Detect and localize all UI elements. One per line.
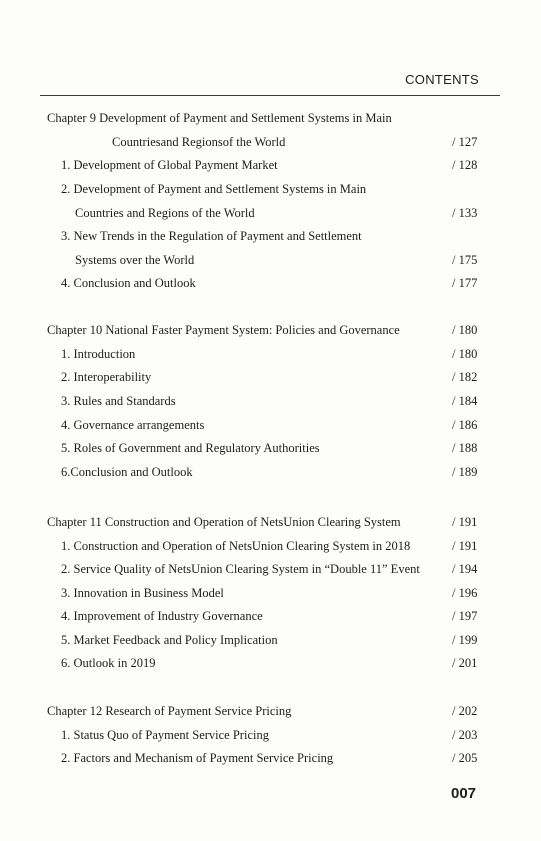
page-number: 007	[451, 785, 477, 802]
toc-entry: 3. New Trends in the Regulation of Payment and Settlement	[61, 229, 362, 243]
toc-entry-cont: Countries and Regions of the World	[75, 206, 255, 220]
toc-entry-page: / 180	[452, 347, 478, 361]
toc-entry-page: / 186	[452, 418, 478, 432]
toc-entry-page: / 196	[452, 586, 478, 600]
chapter-12-heading: Chapter 12 Research of Payment Service Pricing	[47, 704, 292, 718]
toc-entry: 5. Roles of Government and Regulatory Authorities	[61, 441, 320, 455]
toc-entry: 1. Construction and Operation of NetsUnion Clearing System in 2018	[61, 539, 411, 553]
toc-entry-page: / 182	[452, 370, 478, 384]
chapter-10-page: / 180	[452, 323, 478, 337]
toc-entry: 4. Conclusion and Outlook	[61, 276, 196, 290]
toc-entry: 4. Governance arrangements	[61, 418, 205, 432]
toc-entry-page: / 197	[452, 609, 478, 623]
running-header: CONTENTS	[405, 72, 479, 87]
toc-entry-page: / 184	[452, 394, 478, 408]
toc-entry: 2. Factors and Mechanism of Payment Service Pricing	[61, 751, 334, 765]
toc-entry-page: / 194	[452, 562, 478, 576]
toc-entry: 1. Development of Global Payment Market	[61, 158, 278, 172]
header-rule	[40, 95, 500, 96]
toc-entry-page: / 189	[452, 465, 478, 479]
toc-entry-page: / 191	[452, 539, 478, 553]
toc-entry: 6. Outlook in 2019	[61, 656, 156, 670]
toc-entry-page: / 203	[452, 728, 478, 742]
toc-entry-page: / 201	[452, 656, 478, 670]
toc-entry-page: / 205	[452, 751, 478, 765]
chapter-9-heading-cont: Countriesand Regionsof the World	[112, 135, 286, 149]
toc-entry: 2. Development of Payment and Settlement Systems in Main	[61, 182, 367, 196]
chapter-11-page: / 191	[452, 515, 478, 529]
chapter-12-page: / 202	[452, 704, 478, 718]
toc-entry-page: / 177	[452, 276, 478, 290]
toc-entry-page: / 175	[452, 253, 478, 267]
toc-entry-cont: Systems over the World	[75, 253, 195, 267]
toc-entry: 2. Interoperability	[61, 370, 152, 384]
toc-entry: 5. Market Feedback and Policy Implication	[61, 633, 278, 647]
toc-entry: 1. Status Quo of Payment Service Pricing	[61, 728, 269, 742]
toc-entry: 6.Conclusion and Outlook	[61, 465, 193, 479]
chapter-10-heading: Chapter 10 National Faster Payment System: Policies and Governance	[47, 323, 400, 337]
chapter-9-heading: Chapter 9 Development of Payment and Settlement Systems in Main	[47, 111, 392, 125]
toc-entry-page: / 199	[452, 633, 478, 647]
toc-entry-page: / 128	[452, 158, 478, 172]
toc-entry-page: / 188	[452, 441, 478, 455]
toc-entry-page: / 133	[452, 206, 478, 220]
chapter-11-heading: Chapter 11 Construction and Operation of NetsUnion Clearing System	[47, 515, 401, 529]
chapter-9-page: / 127	[452, 135, 478, 149]
toc-entry: 3. Rules and Standards	[61, 394, 176, 408]
toc-entry: 2. Service Quality of NetsUnion Clearing System in “Double 11” Event	[61, 562, 420, 576]
toc-entry: 1. Introduction	[61, 347, 136, 361]
toc-entry: 3. Innovation in Business Model	[61, 586, 224, 600]
toc-entry: 4. Improvement of Industry Governance	[61, 609, 263, 623]
